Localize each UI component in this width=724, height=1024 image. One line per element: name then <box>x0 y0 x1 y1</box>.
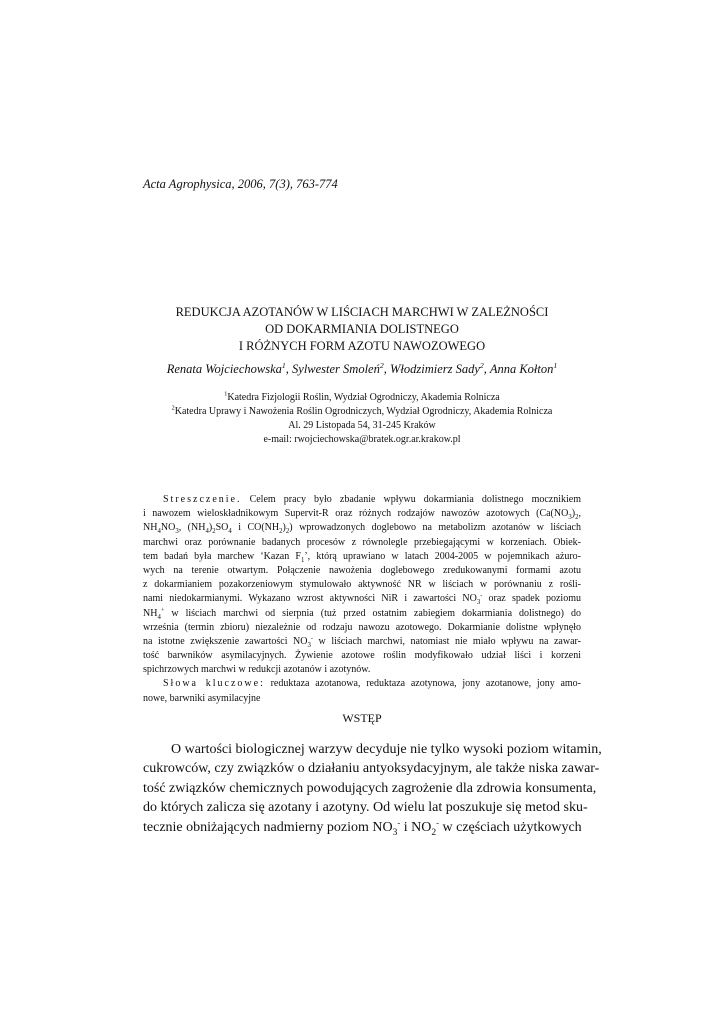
author-list <box>100 362 624 377</box>
subscript: 2 <box>279 528 283 536</box>
abstract-line: tość barwników asymilacyjnych. Żywienie azotowe roślin modyfikowało udział liści i korzeni <box>143 650 581 662</box>
subscript: 4 <box>205 528 209 536</box>
author-separator: , <box>285 362 293 376</box>
subscript: 4 <box>157 528 161 536</box>
affiliation-mark: 2 <box>171 404 175 412</box>
title-line: I RÓŻNYCH FORM AZOTU NAWOZOWEGO <box>238 339 486 353</box>
subscript: 3 <box>307 641 311 649</box>
title-line: OD DOKARMIANIA DOLISTNEGO <box>265 322 459 336</box>
affiliation-address: Al. 29 Listopada 54, 31-245 Kraków <box>288 420 436 431</box>
subscript: 2 <box>212 528 216 536</box>
abstract-text: ) <box>571 508 576 520</box>
body-line: tość związków chemicznych powodujących zagrożenie dla zdrowia konsumenta, <box>143 780 597 796</box>
affiliation-2 <box>110 405 614 419</box>
abstract-line <box>143 592 581 606</box>
keywords-line: nowe, barwniki asymilacyjne <box>143 692 261 704</box>
abstract-text: i CO(NH <box>231 522 280 534</box>
abstract-text: ) <box>208 522 213 534</box>
abstract-text: ’, którą uprawiano w latach 2004-2005 w pojemnikach ażuro- <box>304 550 581 562</box>
abstract-line: marchwi oraz porównanie badanych procesów z równolegle przebiegającymi w korzeniach. Obiek- <box>143 536 581 548</box>
keywords-text: reduktaza azotanowa, reduktaza azotynowa, jony azotanowe, jony amo- <box>264 678 581 690</box>
superscript: - <box>310 634 313 642</box>
subscript: 4 <box>228 528 232 536</box>
affiliation-text: Katedra Fizjologii Roślin, Wydział Ogrodniczy, Akademia Rolnicza <box>227 392 500 403</box>
paper-title <box>110 304 614 355</box>
affiliations <box>110 391 614 447</box>
contact-email: e-mail: rwojciechowska@bratek.ogr.ar.krakow.pl <box>263 434 461 445</box>
subscript: 3 <box>476 599 481 607</box>
abstract-text: SO <box>215 522 229 534</box>
abstract-text: na istotne zwiększenie zawartości NO <box>143 635 308 647</box>
body-text: w częściach użytkowych <box>439 819 582 835</box>
affiliation-1 <box>110 391 614 405</box>
journal-citation: Acta Agrophysica, 2006, 7(3), 763-774 <box>143 177 338 191</box>
author-affiliation-mark: 2 <box>479 360 484 370</box>
abstract-line <box>143 550 581 564</box>
body-line <box>143 818 581 837</box>
keywords-line <box>143 677 581 691</box>
abstract-text: , <box>578 508 581 520</box>
abstract-text: Celem pracy było zbadanie wpływu dokarmiania dolistnego mocznikiem <box>249 494 581 505</box>
abstract-line <box>143 607 581 621</box>
subscript: 3 <box>392 827 398 838</box>
abstract-text: w liściach marchwi, natomiast nie miało wpływu na zawar- <box>312 635 581 647</box>
body-paragraph <box>143 740 602 838</box>
abstract-line: spichrzowych marchwi w redukcji azotanów i azotynów. <box>143 664 371 676</box>
abstract-text: NH <box>143 607 158 619</box>
subscript: 2 <box>431 827 437 838</box>
abstract-line: wych na terenie otwartym. Połączenie nawożenia doglebowego zredukowanymi formami azotu <box>143 564 581 576</box>
author-separator: , <box>483 362 490 376</box>
keywords-label: Słowa kluczowe: <box>163 678 265 690</box>
superscript: - <box>397 816 401 827</box>
subscript: 2 <box>575 514 579 522</box>
author-name: Sylwester Smoleń <box>292 362 380 376</box>
abstract-text: ) <box>282 522 286 534</box>
abstract-text: i nawozem wieloskładnikowym Supervit-R oraz różnych rodzajów nawozów azotowych (Ca(NO <box>143 508 569 520</box>
abstract-text: NH <box>143 522 158 534</box>
abstract-text: , (NH <box>178 522 206 534</box>
abstract-line <box>143 493 581 507</box>
abstract-text: NO <box>160 522 176 534</box>
author-name: Renata Wojciechowska <box>166 362 282 376</box>
affiliation-text: Katedra Uprawy i Nawożenia Roślin Ogrodniczych, Wydział Ogrodniczy, Akademia Rolnicza <box>174 406 553 417</box>
author-affiliation-mark: 1 <box>553 360 558 370</box>
body-text: i NO <box>400 819 432 835</box>
subscript: 3 <box>175 528 179 536</box>
author-affiliation-mark: 2 <box>379 360 384 370</box>
subscript: 4 <box>157 613 161 621</box>
superscript: - <box>480 591 483 599</box>
abstract-line <box>143 507 581 521</box>
affiliation-mark: 1 <box>224 390 228 398</box>
abstract-text: oraz spadek poziomu <box>482 593 581 605</box>
body-text: tecznie obniżających nadmierny poziom NO <box>143 819 393 835</box>
abstract-text: ) wprowadzonych doglebowo na metabolizm azotanów w liściach <box>289 522 581 534</box>
superscript: - <box>436 816 440 827</box>
abstract-line <box>143 635 581 649</box>
title-line: REDUKCJA AZOTANÓW W LIŚCIACH MARCHWI W ZALEŻNOŚCI <box>175 305 549 319</box>
section-heading: WSTĘP <box>342 711 382 725</box>
abstract-text: nami niedokarmianymi. Wykazano wzrost aktywności NiR i zawartości NO <box>143 593 477 605</box>
author-name: Anna Kołton <box>489 362 554 376</box>
body-line: cukrowców, czy związków o działaniu antyoksydacyjnym, ale także niska zawar- <box>143 761 600 777</box>
body-line: do których zalicza się azotany i azotyny. Od wielu lat poszukuje się metod sku- <box>143 800 588 816</box>
subscript: 3 <box>568 514 572 522</box>
author-affiliation-mark: 1 <box>281 360 286 370</box>
author-name: Włodzimierz Sady <box>389 362 480 376</box>
abstract-line: września (termin zbioru) niezależnie od rodzaju nawozu azotowego. Dokarmianie dolistne wpłynęło <box>143 621 581 633</box>
abstract-line <box>143 521 581 535</box>
abstract-line: z dokarmianiem pozakorzeniowym stymulowało aktywność NR w liściach w porównaniu z rośli- <box>143 579 581 591</box>
abstract <box>143 493 581 706</box>
abstract-text: w liściach marchwi od sierpnia (tuż przed ostatnim zabiegiem dokarmiania dolistnego) do <box>164 607 581 619</box>
abstract-text: tem badań była marchew ‘Kazan F <box>143 550 301 562</box>
subscript: 2 <box>285 528 290 536</box>
abstract-label: Streszczenie. <box>163 494 242 505</box>
author-separator: , <box>383 362 390 376</box>
superscript: + <box>160 606 165 614</box>
subscript: 1 <box>300 556 305 564</box>
body-line: O wartości biologicznej warzyw decyduje nie tylko wysoki poziom witamin, <box>171 742 602 757</box>
